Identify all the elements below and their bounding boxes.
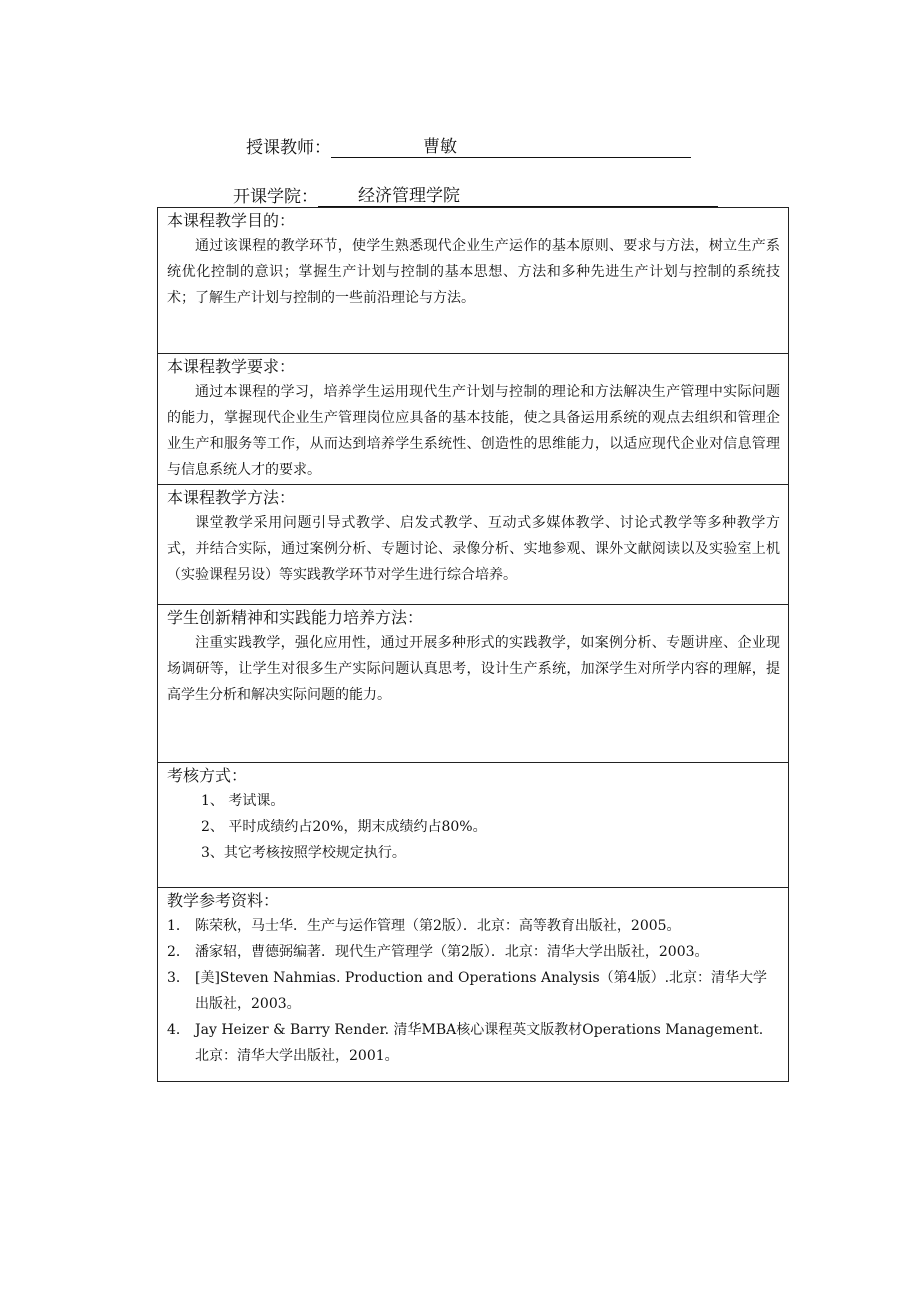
reference-text: 潘家轺，曹德弼编著．现代生产管理学（第2版）．北京：清华大学出版社，2003。 [195,944,709,960]
exam-item: 1、 考试课。 [201,793,285,809]
reference-text: Jay Heizer & Barry Render. 清华MBA核心课程英文版教材Operations Management. 北京：清华大学出版社，2001。 [195,1022,764,1064]
reference-number: 2． [167,944,190,960]
section-requirement [158,354,789,485]
reference-text: [美]Steven Nahmias. Production and Operations Analysis（第4版）.北京：清华大学出版社，2003。 [195,970,768,1012]
section-method [158,485,789,605]
reference-number: 1． [167,918,190,934]
section-exam-title: 考核方式： [167,766,248,785]
college-line [233,185,718,209]
reference-number: 3． [167,970,190,986]
section-innovation-title: 学生创新精神和实践能力培养方法： [167,608,424,627]
section-innovation [158,605,789,763]
reference-item [167,1017,780,1069]
section-references-title: 教学参考资料： [167,891,280,910]
teacher-line [246,136,691,160]
section-innovation-text: 注重实践教学，强化应用性，通过开展多种形式的实践教学，如案例分析、专题讲座、企业现场调研等，让学生对很多生产实际问题认真思考，设计生产系统，加深学生对所学内容的理解，提高学生分析和解决实际问题的能力。 [167,635,780,703]
section-method-text: 课堂教学采用问题引导式教学、启发式教学、互动式多媒体教学、讨论式教学等多种教学方式，并结合实际，通过案例分析、专题讨论、录像分析、实地参观、课外文献阅读以及实验室上机（实验课程另设）等实践教学环节对学生进行综合培养。 [167,515,780,583]
exam-item: 3、其它考核按照学校规定执行。 [201,845,406,861]
reference-item [167,913,780,939]
section-requirement-title: 本课程教学要求： [167,357,296,376]
section-goal-title: 本课程教学目的： [167,211,296,230]
reference-text: 陈荣秋，马士华．生产与运作管理（第2版）．北京：高等教育出版社，2005。 [195,918,681,934]
college-value: 经济管理学院 [318,185,718,207]
college-label: 开课学院： [233,187,318,207]
section-references [158,888,789,1082]
section-exam [158,763,789,888]
exam-item: 2、 平时成绩约占20%，期末成绩约占80%。 [201,819,487,835]
reference-number: 4． [167,1022,190,1038]
section-goal [158,208,789,354]
teacher-value: 曹敏 [331,136,691,158]
reference-item [167,965,780,1017]
teacher-label: 授课教师： [246,138,331,158]
section-requirement-text: 通过本课程的学习，培养学生运用现代生产计划与控制的理论和方法解决生产管理中实际问题的能力，掌握现代企业生产管理岗位应具备的基本技能，使之具备运用系统的观点去组织和管理企业生产和服务等工作，从而达到培养学生系统性、创造性的思维能力，以适应现代企业对信息管理与信息系统人才的要求。 [167,384,780,478]
reference-item [167,939,780,965]
section-method-title: 本课程教学方法： [167,488,296,507]
section-goal-text: 通过该课程的教学环节，使学生熟悉现代企业生产运作的基本原则、要求与方法，树立生产系统优化控制的意识；掌握生产计划与控制的基本思想、方法和多种先进生产计划与控制的系统技术；了解生产计划与控制的一些前沿理论与方法。 [167,238,780,306]
course-info-table [157,207,789,1082]
